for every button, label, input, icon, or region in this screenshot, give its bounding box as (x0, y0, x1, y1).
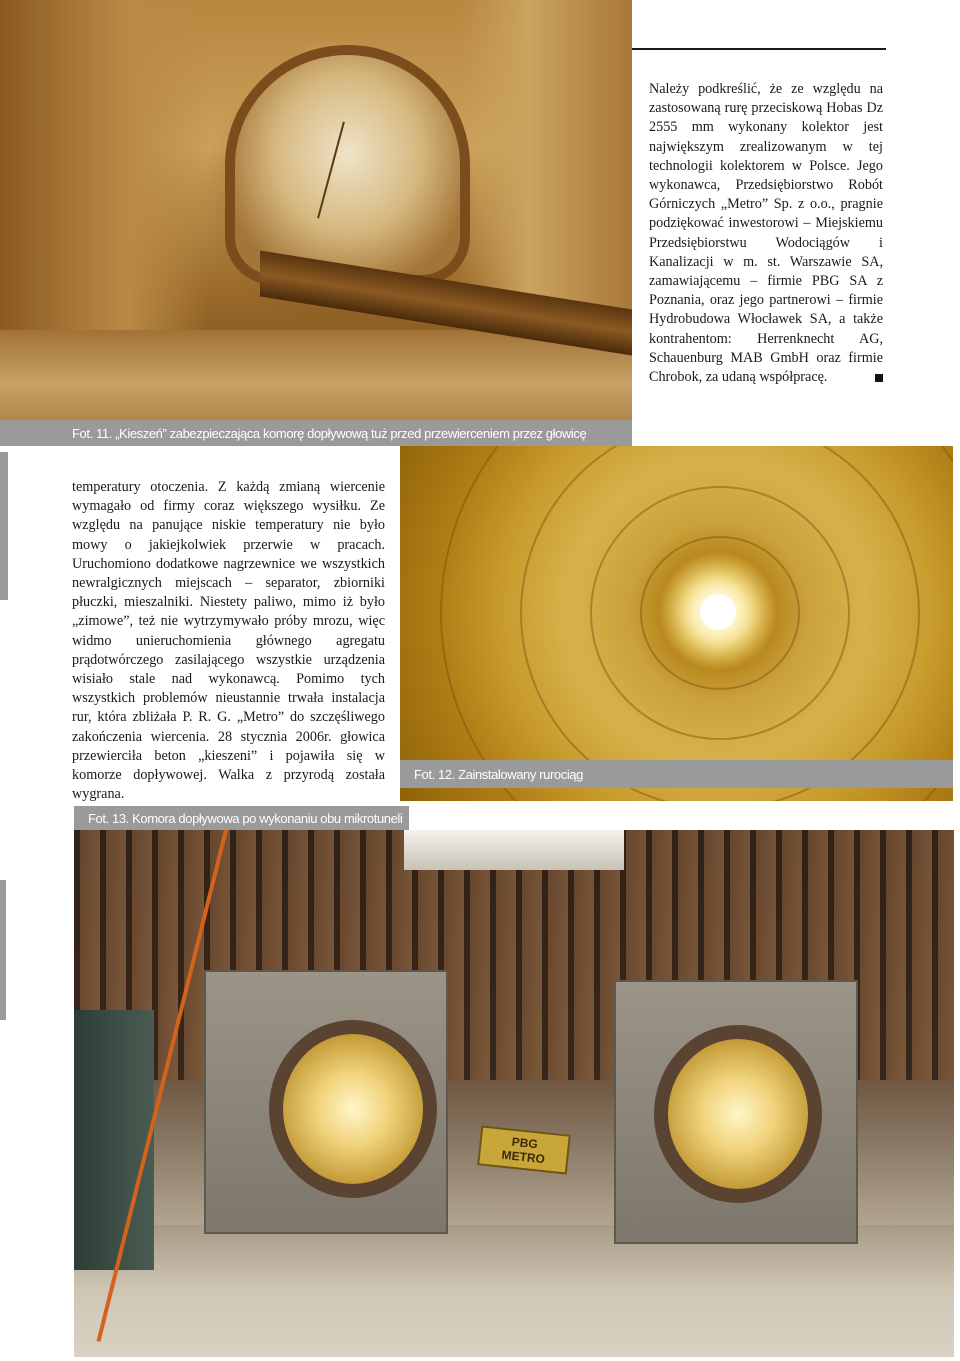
green-tarp (74, 1010, 154, 1270)
chamber-floor (74, 1225, 954, 1357)
microtunnel-pipe-left (269, 1020, 437, 1198)
photo-installed-pipeline (400, 446, 953, 801)
microtunnel-pipe-right (654, 1025, 822, 1203)
frozen-arch-opening (225, 45, 470, 285)
article-closing-paragraph (649, 80, 883, 387)
article-body-paragraph: temperatury otoczenia. Z każdą zmianą wiercenie wymagało od firmy coraz większego wysiłku. Ze względu na panujące niskie temperatury nie było mowy o jakiejkolwiek przerwie w pracach. Uruchomiono dodatkowe nagrzewnice we wszystkich newralgicznych miejscach – separator, zbiorniki płuczki, mieszalniki. Niestety paliwo, mimo iż było „zimowe”, też nie wytrzymywało próby mrozu, więc widmo unieruchomienia głównego agregatu prądotwórczego zasilającego wszystkie urządzenia wisiało stale nad wykonawcą. Pomimo tych wszystkich problemów nieustannie trwała instalacja rur, która zbliżała P. R. G. „Metro” do szczęśliwego zakończenia wiercenia. 28 stycznia 2006r. głowica przewierciła beton „kieszeni” i pojawiła się w komorze dopływowej. Walka z przyrodą została wygrana. (72, 479, 385, 803)
margin-bar (0, 880, 6, 1020)
column-top-rule (632, 48, 886, 50)
margin-bar (0, 452, 8, 600)
caption-fot-11: Fot. 11. „Kieszeń” zabezpieczająca komorę dopływową tuż przed przewierceniem przez głowicę (0, 420, 632, 446)
photo-kieszen-chamber (0, 0, 632, 420)
caption-fot-12: Fot. 12. Zainstalowany rurociąg (400, 760, 953, 788)
caption-fot-13: Fot. 13. Komora dopływowa po wykonaniu obu mikrotuneli (74, 806, 409, 830)
photo-inflow-chamber (74, 830, 954, 1357)
pipe-end-light (700, 594, 736, 630)
pbg-metro-container: PBG METRO (477, 1125, 571, 1174)
end-of-article-square-icon (875, 374, 883, 382)
closing-paragraph-text: Należy podkreślić, że ze względu na zastosowaną rurę przeciskową Hobas Dz 2555 mm wykonany kolektor jest największym zrealizowanym w tej technologii kolektorem w Polsce. Jego wykonawca, Przedsiębiorstwo Robót Górniczych „Metro” Sp. z o.o., pragnie podziękować inwestorowi – Miejskiemu Przedsiębiorstwu Wodociągów i Kanalizacji w m. st. Warszawie SA, zamawiającemu – firmie PBG SA z Poznania, oraz jego partnerowi – firmie Hydrobudowa Włocławek SA, a także kontrahentom: Herrenknecht AG, Schauenburg MAB GmbH oraz firmie Chrobok, za udaną współpracę. (649, 81, 883, 386)
